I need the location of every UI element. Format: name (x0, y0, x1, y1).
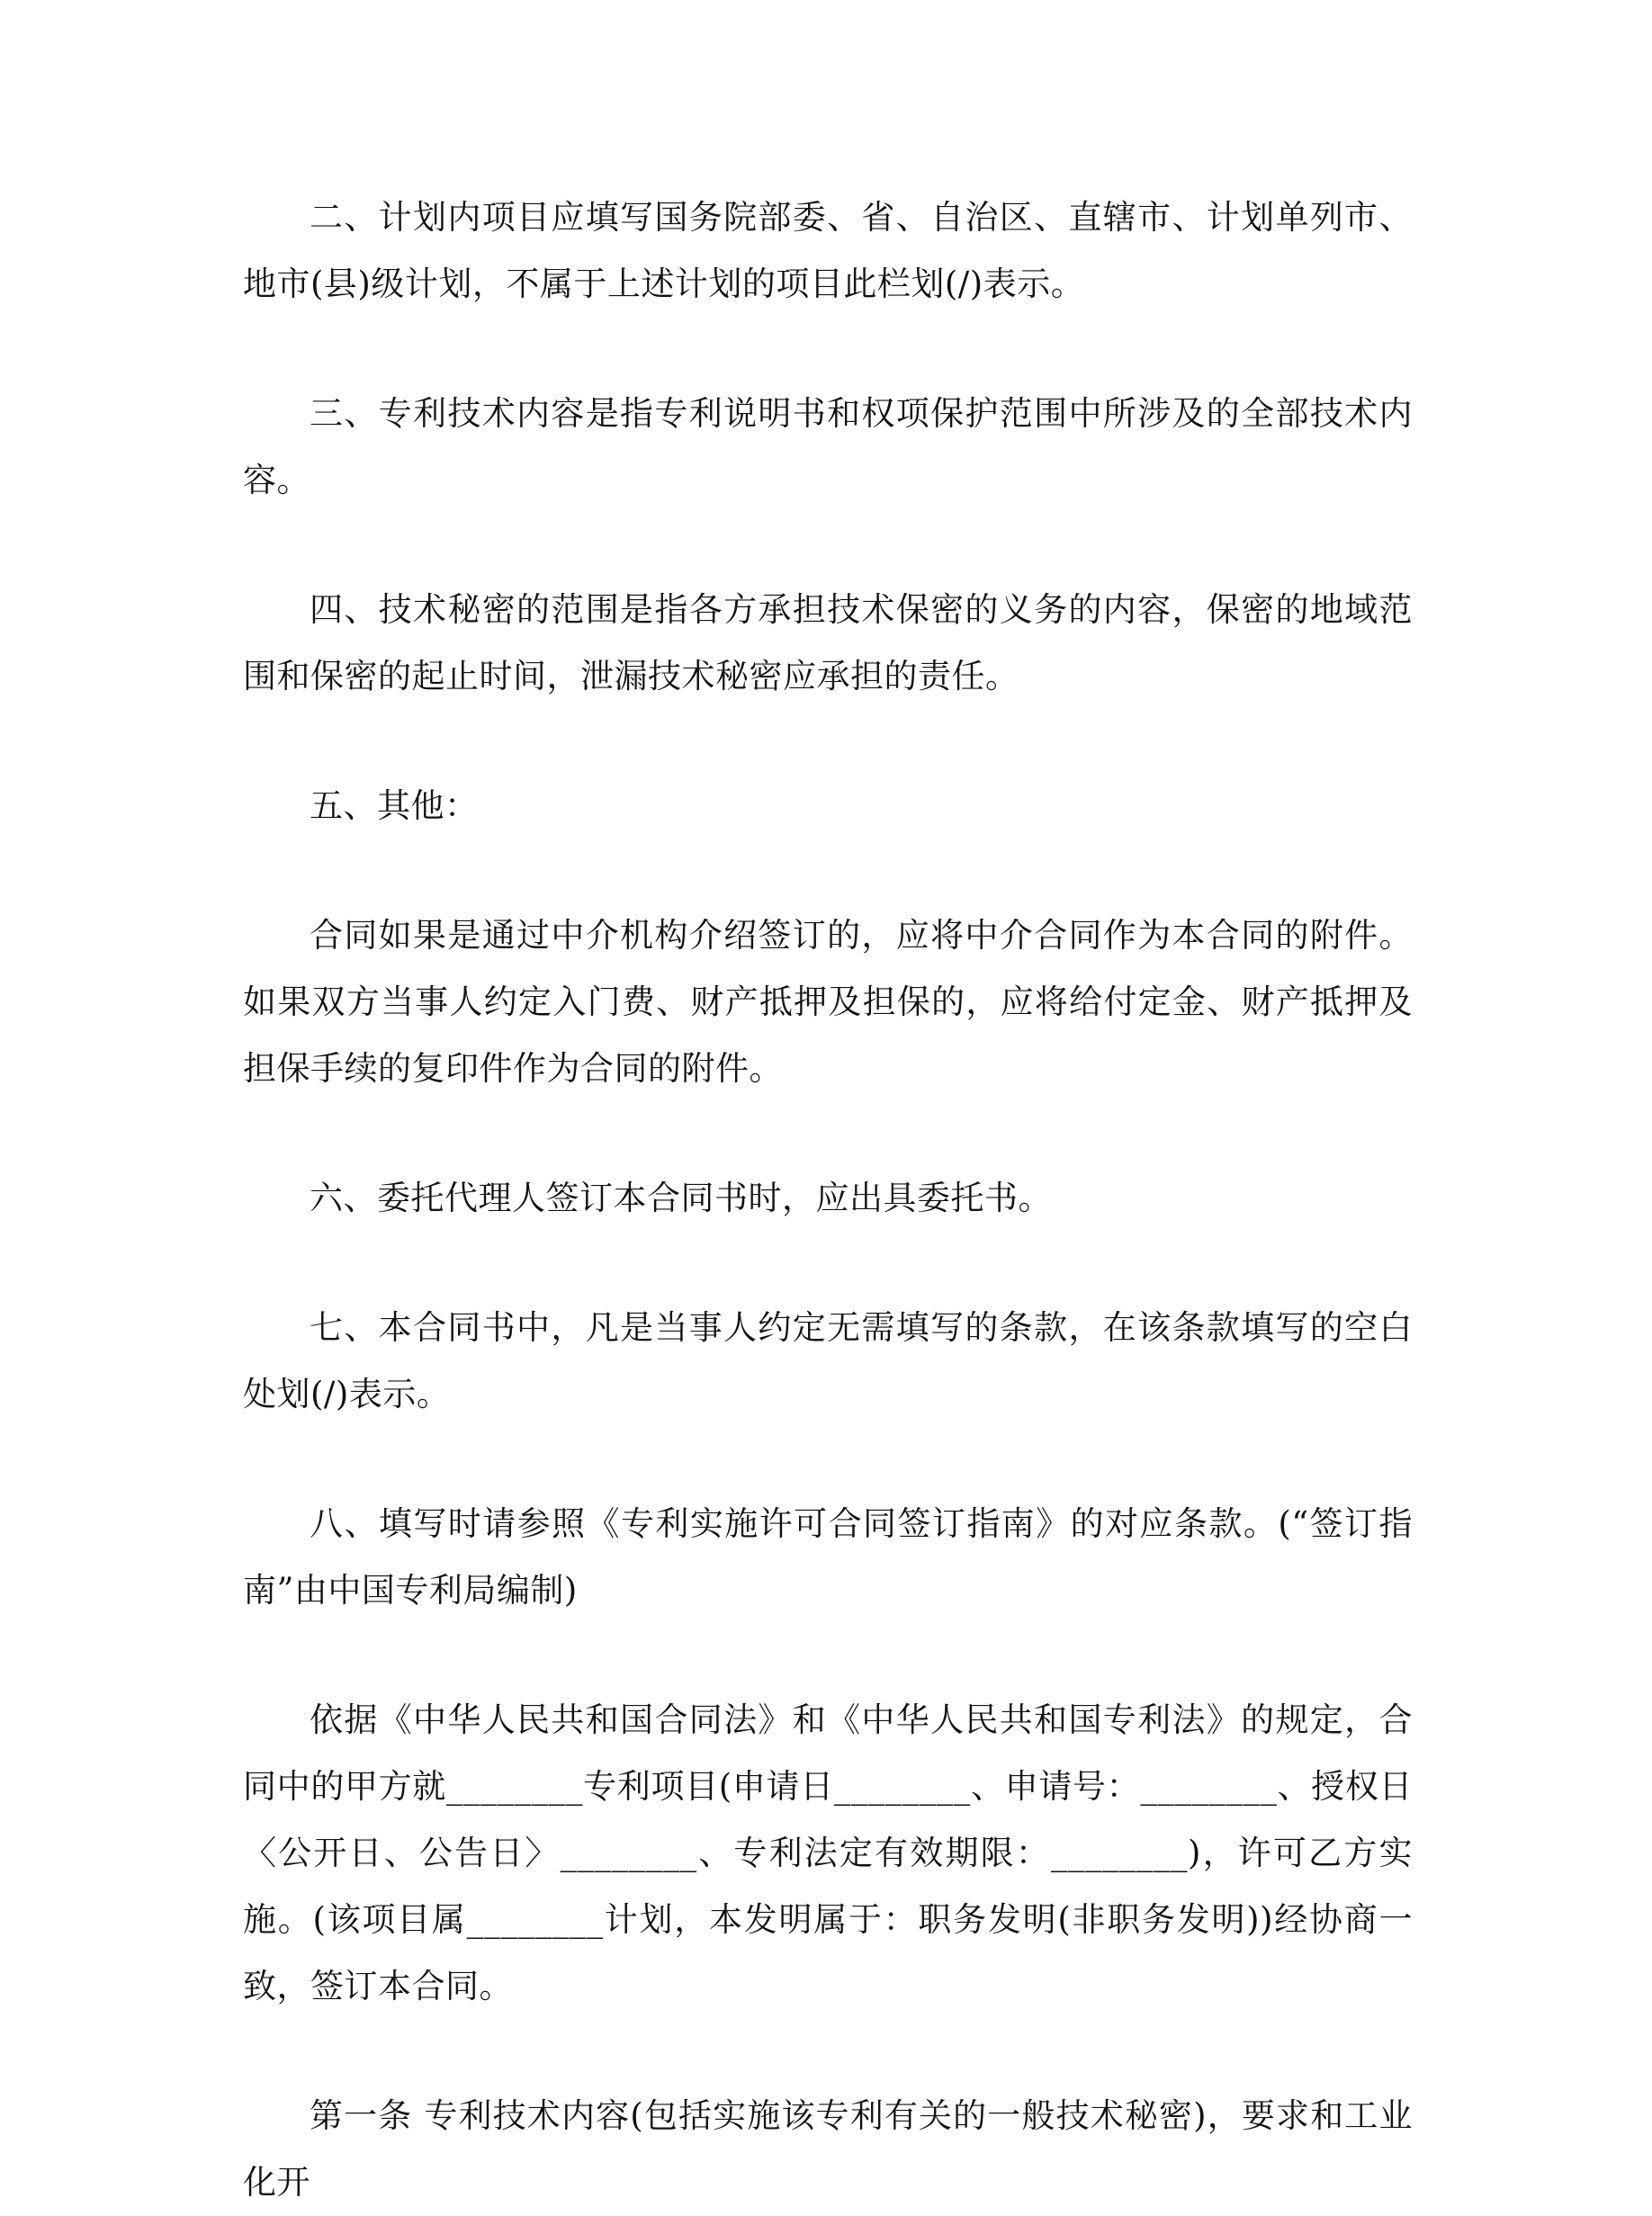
paragraph-item-5: 五、其他： (310, 786, 479, 825)
paragraph-contract-basis: 依据《中华人民共和国合同法》和《中华人民共和国专利法》的规定，合同中的甲方就________专利项目(申请日________、申请号：________、授权日〈公开日、公告日〉________、专利法定有效期限：________)，许可乙方实施。(该项目属________计划，本发明属于：职务发明(非职务发明))经协商一致，签订本合同。 (243, 1700, 1413, 2005)
paragraph-item-7: 七、本合同书中，凡是当事人约定无需填写的条款，在该条款填写的空白处划(/)表示。 (243, 1308, 1413, 1413)
paragraph-item-2: 二、计划内项目应填写国务院部委、省、自治区、直辖市、计划单列市、地市(县)级计划，不属于上述计划的项目此栏划(/)表示。 (243, 198, 1413, 303)
paragraph-item-6: 六、委托代理人签订本合同书时，应出具委托书。 (310, 1179, 1052, 1217)
paragraph-item-4: 四、技术秘密的范围是指各方承担技术保密的义务的内容，保密的地域范围和保密的起止时间，泄漏技术秘密应承担的责任。 (243, 590, 1413, 695)
paragraph-article-1: 第一条 专利技术内容(包括实施该专利有关的一般技术秘密)，要求和工业化开 (243, 2096, 1413, 2202)
paragraph-intermediary: 合同如果是通过中介机构介绍签订的，应将中介合同作为本合同的附件。如果双方当事人约定入门费、财产抵押及担保的，应将给付定金、财产抵押及担保手续的复印件作为合同的附件。 (243, 916, 1413, 1088)
paragraph-item-3: 三、专利技术内容是指专利说明书和权项保护范围中所涉及的全部技术内容。 (243, 394, 1413, 499)
document-page (243, 184, 1413, 2216)
paragraph-item-8: 八、填写时请参照《专利实施许可合同签订指南》的对应条款。(“签订指南”由中国专利局编制) (243, 1504, 1413, 1610)
